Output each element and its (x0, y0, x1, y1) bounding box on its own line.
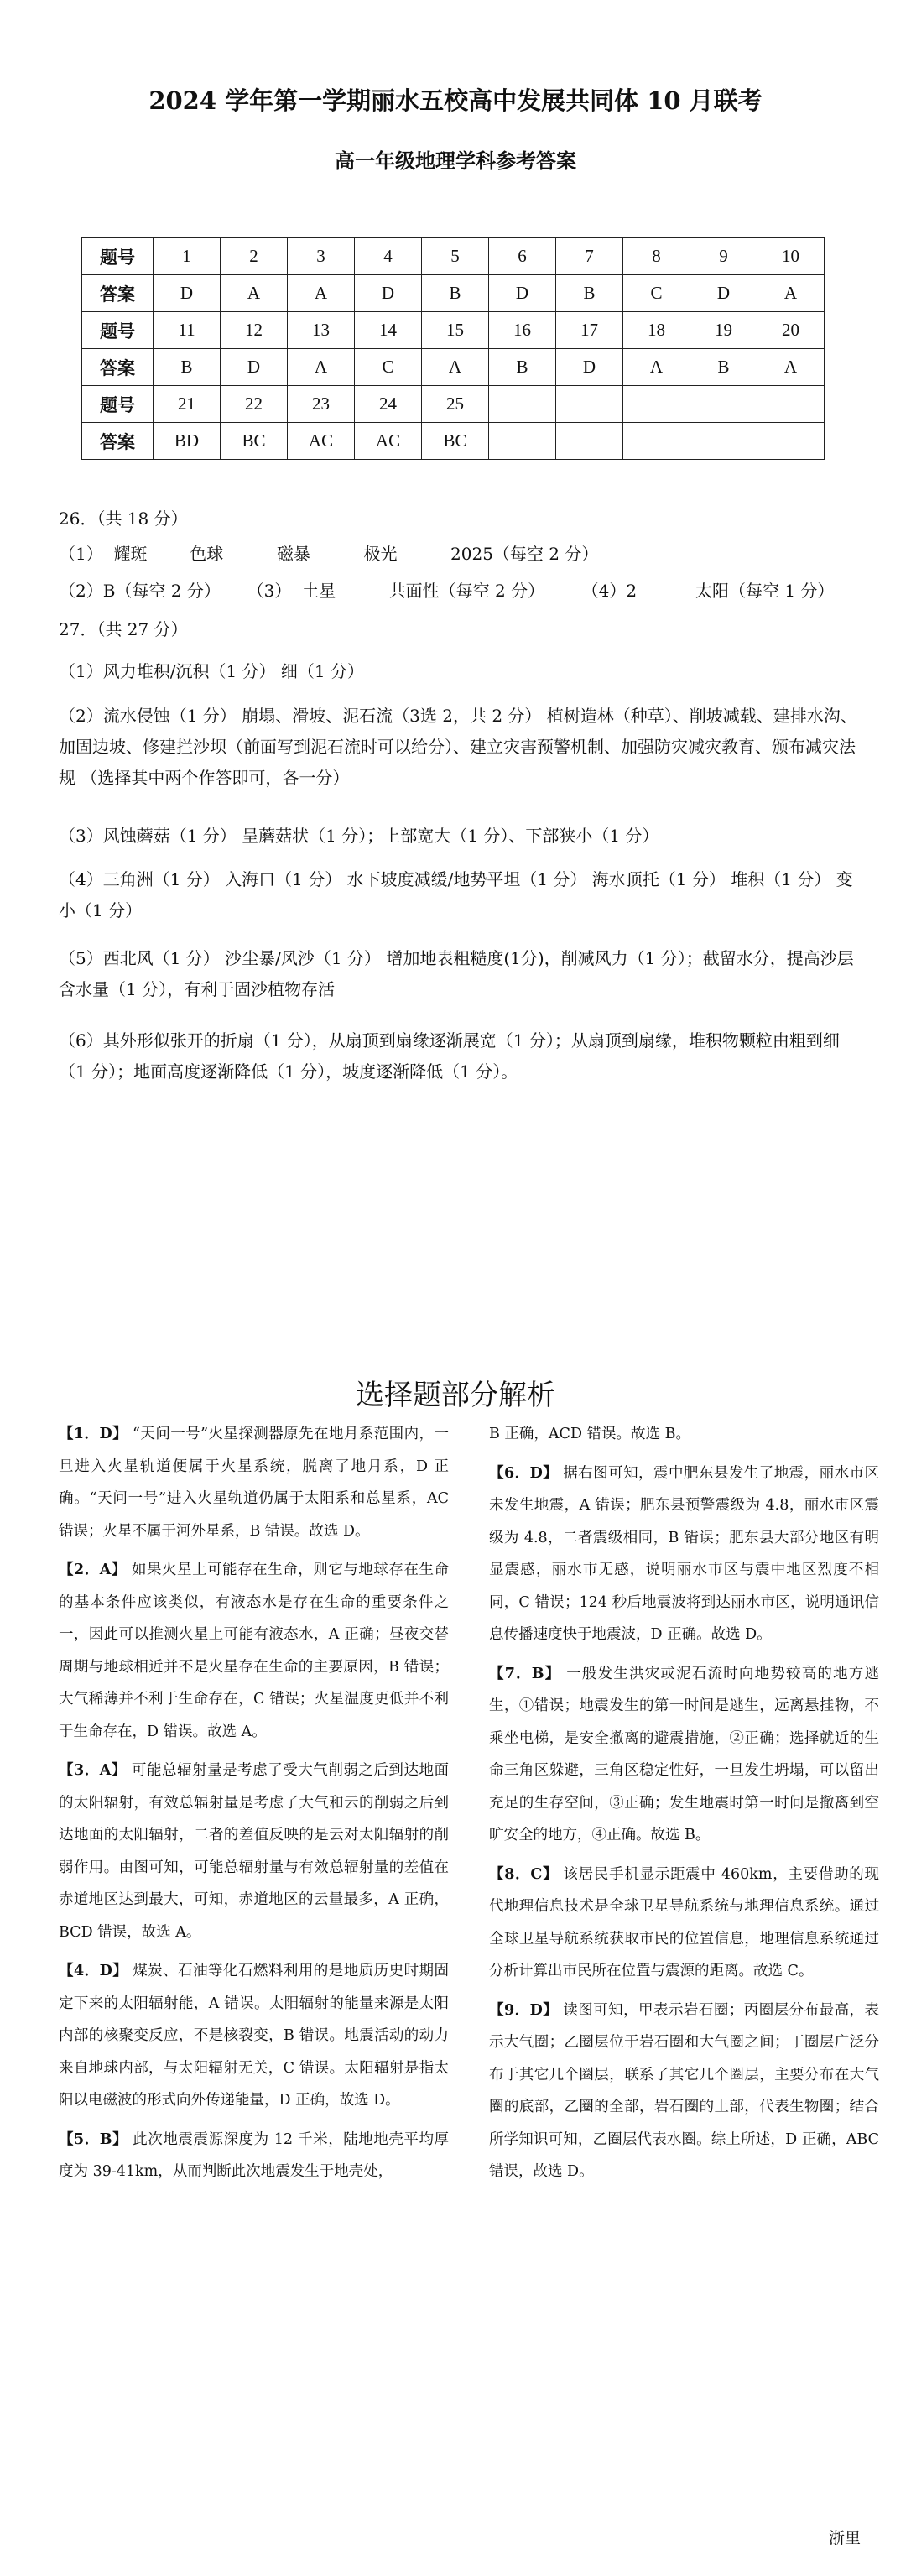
question-number-cell: 9 (690, 238, 757, 275)
answer-table (81, 237, 825, 460)
question-number-cell (690, 386, 757, 423)
analysis-item (59, 2124, 449, 2188)
question-number-cell: 3 (288, 238, 355, 275)
answer-cell: D (154, 275, 221, 312)
analysis-item-tag: 【9．D】 (489, 2001, 559, 2019)
table-row (82, 238, 825, 275)
analysis-item (489, 1418, 879, 1451)
answer-cell: D (489, 275, 556, 312)
analysis-item-text: 此次地震震源深度为 12 千米，陆地地壳平均厚度为 39-41km，从而判断此次地震发生于地壳处， (59, 2130, 449, 2180)
page-title: 2024 学年第一学期丽水五校高中发展共同体 10 月联考 (148, 86, 763, 115)
analysis-item-text: B 正确，ACD 错误。故选 B。 (489, 1426, 690, 1442)
answer-cell (489, 423, 556, 460)
q27-part1: （1）风力堆积/沉积（1 分） 细（1 分） (59, 661, 364, 681)
question-number-cell: 24 (355, 386, 422, 423)
table-row (82, 349, 825, 386)
question-number-cell: 18 (623, 312, 690, 349)
answer-cell: B (489, 349, 556, 386)
answer-cell: A (221, 275, 288, 312)
question-number-cell: 6 (489, 238, 556, 275)
analysis-item-text: 该居民手机显示距震中 460km，主要借助的现代地理信息技术是全球卫星导航系统与地理信息系统。通过全球卫星导航系统获取市民的位置信息，地理信息系统通过分析计算出市民所在位置与震源的距离。故选 C。 (489, 1865, 879, 1979)
analysis-item (489, 1457, 879, 1651)
answer-cell: B (556, 275, 623, 312)
answer-cell: A (288, 275, 355, 312)
answer-cell: D (556, 349, 623, 386)
question-number-cell: 7 (556, 238, 623, 275)
analysis-item-tag: 【4．D】 (59, 1963, 128, 1979)
question-number-cell: 25 (422, 386, 489, 423)
question-number-cell: 22 (221, 386, 288, 423)
analysis-item (489, 1658, 879, 1852)
question-number-cell: 15 (422, 312, 489, 349)
analysis-item-text: 一般发生洪灾或泥石流时向地势较高的地方逃生，①错误；地震发生的第一时间是逃生，远离悬挂物，不乘坐电梯，是安全撤离的避震措施，②正确；选择就近的生命三角区躲避，三角区稳定性好，一旦发生坍塌，可以留出充足的生存空间，③正确；发生地震时第一时间是撤离到空旷安全的地方，④正确。故选 B。 (489, 1665, 880, 1843)
answer-cell: AC (288, 423, 355, 460)
table-row (82, 312, 825, 349)
answer-cell (556, 423, 623, 460)
analysis-item-text: 煤炭、石油等化石燃料利用的是地质历史时期固定下来的太阳辐射能，A 错误。太阳辐射的能量来源是太阳内部的核聚变反应，不是核裂变，B 错误。地震活动的动力来自地球内部，与太阳辐射无关，C 错误。太阳辐射是指太阳以电磁波的形式向外传递能量，D 正确，故选 D。 (59, 1963, 450, 2109)
analysis-item (59, 1554, 449, 1748)
q27-part2: （2）流水侵蚀（1 分） 崩塌、滑坡、泥石流（3选 2，共 2 分） 植树造林（种草）、削坡减载、建排水沟、加固边坡、修建拦沙坝（前面写到泥石流时可以给分）、建立灾害预警机制、加强防灾减灾教育、颁布减灾法规 （选择其中两个作答即可，各一分） (59, 706, 857, 788)
question-number-cell: 10 (757, 238, 825, 275)
question-number-cell: 12 (221, 312, 288, 349)
answer-cell: BC (221, 423, 288, 460)
analysis-item (59, 1755, 449, 1948)
question-number-cell: 8 (623, 238, 690, 275)
question-number-cell (757, 386, 825, 423)
question-number-cell: 2 (221, 238, 288, 275)
analysis-item-tag: 【1．D】 (59, 1426, 128, 1442)
question-number-cell: 19 (690, 312, 757, 349)
question-number-cell: 1 (154, 238, 221, 275)
answer-cell: B (154, 349, 221, 386)
answer-cell: D (355, 275, 422, 312)
answer-cell: B (690, 349, 757, 386)
answer-cell: A (288, 349, 355, 386)
question-number-cell: 11 (154, 312, 221, 349)
question-number-cell: 4 (355, 238, 422, 275)
analysis-item-text: 可能总辐射量是考虑了受大气削弱之后到达地面的太阳辐射，有效总辐射量是考虑了大气和云的削弱之后到达地面的太阳辐射，二者的差值反映的是云对太阳辐射的削弱作用。由图可知，可能总辐射量与有效总辐射量的差值在赤道地区达到最大，可知，赤道地区的云量最多，A 正确，BCD 错误，故选 A。 (59, 1762, 449, 1941)
answer-header: 答案 (82, 349, 154, 386)
answer-header: 答案 (82, 423, 154, 460)
analysis-item-text: 据右图可知，震中肥东县发生了地震，丽水市区未发生地震，A 错误；肥东县预警震级为 4.8，丽水市区震级为 4.8，二者震级相同，B 错误；肥东县大部分地区有明显震感，丽水市无感，说明丽水市区与震中地区烈度不相同，C 错误；124 秒后地震波将到达丽水市区，说明通讯信息传播速度快于地震波，D 正确。故选 D。 (489, 1464, 880, 1643)
question-number-cell: 20 (757, 312, 825, 349)
answer-cell: D (221, 349, 288, 386)
analysis-item-text: 读图可知，甲表示岩石圈；丙圈层分布最高，表示大气圈；乙圈层位于岩石圈和大气圈之间；丁圈层广泛分布于其它几个圈层，联系了其它几个圈层，主要分布在大气圈的底部，乙圈的全部，岩石圈的上部，代表生物圈；结合所学知识可知，乙圈层代表水圈。综上所述，D 正确，ABC 错误，故选 D。 (489, 2001, 880, 2180)
analysis-item-tag: 【8．C】 (489, 1865, 559, 1883)
analysis-item (489, 1859, 879, 1988)
answer-cell (690, 423, 757, 460)
table-row (82, 423, 825, 460)
answer-header: 答案 (82, 275, 154, 312)
question-number-header: 题号 (82, 386, 154, 423)
answer-cell: A (757, 275, 825, 312)
q26-line1: （1） 耀斑 色球 磁暴 极光 2025（每空 2 分） (59, 544, 599, 564)
answer-cell: BD (154, 423, 221, 460)
analysis-item (59, 1955, 449, 2117)
q27-part3: （3）风蚀蘑菇（1 分） 呈蘑菇状（1 分）；上部宽大（1 分）、下部狭小（1 分） (59, 826, 659, 846)
answer-cell: C (623, 275, 690, 312)
answer-cell: D (690, 275, 757, 312)
question-number-cell (556, 386, 623, 423)
q26-heading: 26．（共 18 分） (59, 508, 188, 529)
page-subtitle: 高一年级地理学科参考答案 (335, 149, 576, 173)
question-number-cell: 5 (422, 238, 489, 275)
answer-cell: A (422, 349, 489, 386)
question-number-cell (623, 386, 690, 423)
question-number-cell: 21 (154, 386, 221, 423)
analysis-item (59, 1418, 449, 1547)
question-number-cell: 23 (288, 386, 355, 423)
analysis-left-column (59, 1418, 449, 2195)
question-number-cell: 13 (288, 312, 355, 349)
q27-part4: （4）三角洲（1 分） 入海口（1 分） 水下坡度减缓/地势平坦（1 分） 海水顶托（1 分） 堆积（1 分） 变小（1 分） (59, 869, 853, 920)
analysis-item-text: “天问一号”火星探测器原先在地月系范围内，一旦进入火星轨道便属于火星系统，脱离了地月系，D 正确。“天问一号”进入火星轨道仍属于太阳系和总星系，AC 错误；火星不属于河外星系，B 错误。故选 D。 (59, 1426, 449, 1540)
q26-line2: （2）B（每空 2 分） （3） 土星 共面性（每空 2 分） （4）2 太阳（每空 1 分） (59, 581, 835, 601)
question-number-header: 题号 (82, 238, 154, 275)
analysis-item-tag: 【6．D】 (489, 1464, 559, 1482)
answer-cell: A (757, 349, 825, 386)
analysis-item-text: 如果火星上可能存在生命，则它与地球存在生命的基本条件应该类似，有液态水是存在生命的重要条件之一，因此可以推测火星上可能有液态水，A 正确；昼夜交替周期与地球相近并不是火星存在生命的主要原因，B 错误；大气稀薄并不利于生命存在，C 错误；火星温度更低并不利于生命存在，D 错误。故选 A。 (59, 1562, 449, 1740)
answer-cell: A (623, 349, 690, 386)
table-row (82, 386, 825, 423)
analysis-right-column (489, 1418, 879, 2195)
analysis-item-tag: 【3．A】 (59, 1762, 127, 1779)
question-number-cell: 14 (355, 312, 422, 349)
answer-cell (757, 423, 825, 460)
question-number-cell: 17 (556, 312, 623, 349)
analysis-item-tag: 【2．A】 (59, 1562, 127, 1578)
footer-watermark: 浙里 (829, 2529, 862, 2547)
analysis-item-tag: 【7．B】 (489, 1665, 561, 1682)
answer-cell: C (355, 349, 422, 386)
answer-cell: B (422, 275, 489, 312)
analysis-item (489, 1995, 879, 2188)
answer-cell: AC (355, 423, 422, 460)
table-row (82, 275, 825, 312)
analysis-title: 选择题部分解析 (356, 1379, 555, 1412)
answer-cell: BC (422, 423, 489, 460)
question-number-cell: 16 (489, 312, 556, 349)
question-number-header: 题号 (82, 312, 154, 349)
question-number-cell (489, 386, 556, 423)
answer-cell (623, 423, 690, 460)
q27-part5: （5）西北风（1 分） 沙尘暴/风沙（1 分） 增加地表粗糙度(1分)，削减风力（1 分）；截留水分，提高沙层含水量（1 分），有利于固沙植物存活 (59, 948, 854, 999)
analysis-item-tag: 【5．B】 (59, 2130, 128, 2148)
q27-part6: （6）其外形似张开的折扇（1 分），从扇顶到扇缘逐渐展宽（1 分）；从扇顶到扇缘，堆积物颗粒由粗到细（1 分）；地面高度逐渐降低（1 分），坡度逐渐降低（1 分）。 (59, 1030, 840, 1082)
q27-heading: 27．（共 27 分） (59, 619, 188, 639)
